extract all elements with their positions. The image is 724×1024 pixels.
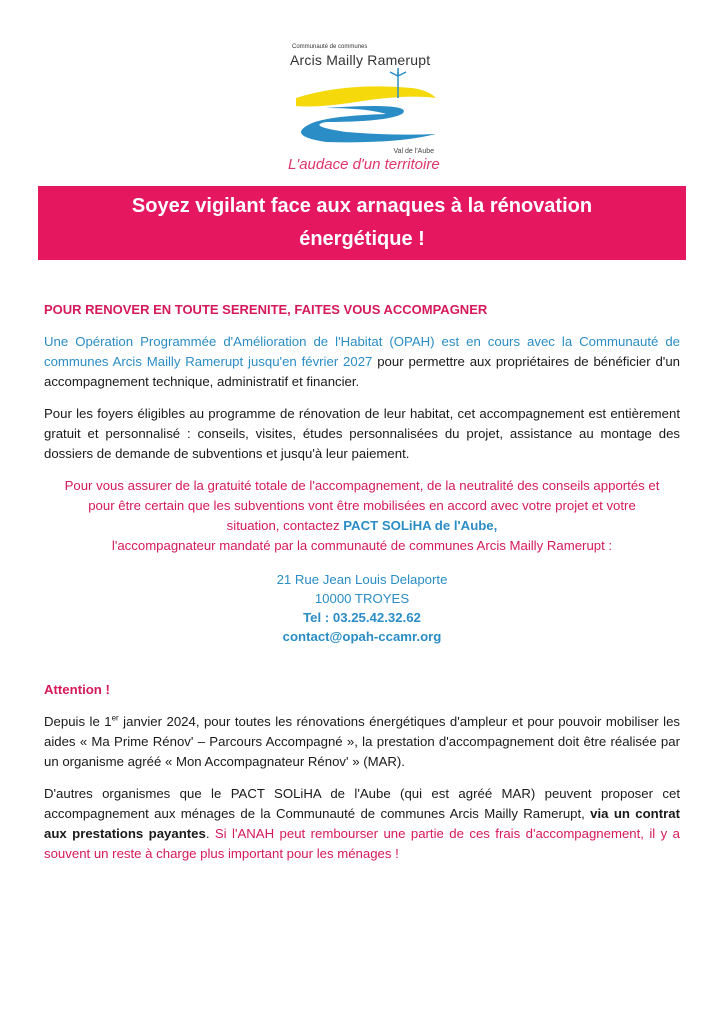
section-heading: POUR RENOVER EN TOUTE SERENITE, FAITES VOUS ACCOMPAGNER: [44, 302, 488, 317]
banner-line-2: énergétique !: [299, 228, 425, 250]
warning-text-a: D'autres organismes que le PACT SOLiHA de l'Aube (qui est agréé MAR) peuvent proposer cet accompagnement aux ménages de la Communauté de communes Arcis Mailly Ramerupt,: [44, 786, 680, 821]
warning-pink: Si l'ANAH peut rembourser une partie de ces frais d'accompagnement, il y a souvent un reste à charge plus important pour les ménages !: [44, 826, 680, 861]
address-city: 10000 TROYES: [314, 591, 410, 606]
logo-name: Arcis Mailly Ramerupt: [290, 52, 431, 68]
logo-small-text: Communauté de communes: [292, 44, 368, 50]
paragraph-contact: [44, 476, 680, 556]
contact-line-3: [44, 516, 680, 536]
paragraph-mar: [44, 712, 680, 772]
logo-val-text: Val de l'Aube: [393, 148, 434, 155]
mar-text-a: Depuis le 1: [44, 714, 112, 729]
main-content: [44, 300, 680, 876]
paragraph-warning: [44, 784, 680, 864]
opah-highlight: Une Opération Programmée d'Amélioration de l'Habitat (OPAH) est en cours avec la Communauté de communes Arcis Mailly Ramerupt jusqu'en février 2027: [44, 334, 680, 369]
title-banner: [38, 186, 686, 260]
address-phone: Tel : 03.25.42.32.62: [303, 610, 421, 625]
attention-heading: Attention !: [44, 682, 110, 697]
banner-line-1: Soyez vigilant face aux arnaques à la rénovation: [131, 195, 593, 217]
warning-bold: via un contrat aux prestations payantes: [44, 806, 680, 841]
logo: [286, 44, 442, 174]
address-email[interactable]: contact@opah-ccamr.org: [282, 629, 442, 644]
contact-line-3-text: situation, contactez: [226, 518, 344, 533]
mar-text-b: janvier 2024, pour toutes les rénovations énergétiques d'ampleur et pour pouvoir mobiliser les aides « Ma Prime Rénov' – Parcours Accompagné », la prestation d'accompagnement doit être réalisée par un organisme agréé « Mon Accompagnateur Rénov' » (MAR).: [44, 714, 680, 769]
warning-text-b: .: [205, 826, 215, 841]
address-block: [44, 570, 680, 646]
logo-river-icon: [286, 68, 442, 148]
contact-line-2: pour être certain que les subventions vont être mobilisées en accord avec votre projet et votre: [88, 498, 636, 513]
paragraph-eligibility: Pour les foyers éligibles au programme de rénovation de leur habitat, cet accompagnement est entièrement gratuit et personnalisé : conseils, visites, études personnalisées du projet, assistance au montage des dossiers de demande de subventions et jusqu'à leur paiement.: [44, 406, 680, 461]
pact-soliha-name: PACT SOLiHA de l'Aube,: [343, 518, 498, 533]
paragraph-opah: [44, 332, 680, 392]
contact-line-4: l'accompagnateur mandaté par la communauté de communes Arcis Mailly Ramerupt :: [111, 538, 613, 553]
contact-line-1: Pour vous assurer de la gratuité totale de l'accompagnement, de la neutralité des conseils apportés et: [64, 478, 660, 493]
opah-rest: pour permettre aux propriétaires de bénéficier d'un accompagnement technique, administratif et financier.: [44, 354, 680, 389]
logo-tagline: L'audace d'un territoire: [288, 156, 440, 173]
address-street: 21 Rue Jean Louis Delaporte: [276, 572, 448, 587]
mar-sup: er: [111, 713, 119, 723]
